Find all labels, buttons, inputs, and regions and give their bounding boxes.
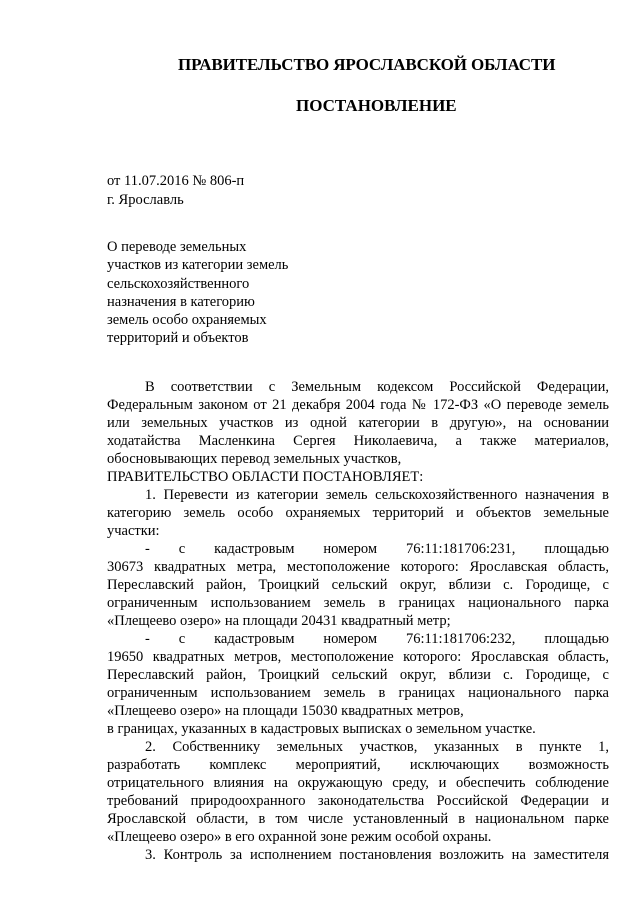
document-type-heading: ПОСТАНОВЛЕНИЕ <box>296 96 457 115</box>
body-line: 30673 квадратных метра, местоположение которого: Ярославская область, <box>107 559 609 575</box>
body-line: 2. Собственнику земельных участков, указанных в пункте 1, <box>145 739 609 755</box>
resolution-statement: ПРАВИТЕЛЬСТВО ОБЛАСТИ ПОСТАНОВЛЯЕТ: <box>107 469 424 485</box>
subject-line: участков из категории земель <box>107 257 289 274</box>
body-line: Переславский район, Троицкий сельский округ, вблизи с. Городище, с <box>107 577 609 593</box>
body-line: отрицательного влияния на окружающую среду, и обеспечить соблюдение <box>107 775 609 791</box>
body-line: ограниченным использованием земель в границах национального парка <box>107 595 609 611</box>
body-line: Переславский район, Троицкий сельский округ, вблизи с. Городище, с <box>107 667 609 683</box>
plot-2-paragraph <box>107 630 609 720</box>
document-city: г. Ярославль <box>107 192 184 208</box>
document-body <box>107 378 609 864</box>
body-line: 19650 квадратных метров, местоположение которого: Ярославская область, <box>107 649 609 665</box>
body-line: обосновывающих перевод земельных участков, <box>107 451 402 467</box>
plot-1-paragraph <box>107 540 609 630</box>
body-line: или земельных участков из одной категории в другую», на основании <box>107 415 609 431</box>
body-line: «Плещеево озеро» на площади 20431 квадратный метр; <box>107 613 451 629</box>
body-line: В соответствии с Земельным кодексом Российской Федерации, <box>145 379 609 395</box>
body-line: Федеральным законом от 21 декабря 2004 года № 172-ФЗ «О переводе земель <box>107 397 609 413</box>
subject-line: О переводе земельных <box>107 239 247 255</box>
item-3-paragraph <box>107 846 609 864</box>
subject-line: назначения в категорию <box>107 293 255 310</box>
body-line: 3. Контроль за исполнением постановления возложить на заместителя <box>145 847 609 863</box>
item-1-paragraph <box>107 486 609 540</box>
body-line: «Плещеево озеро» на площади 15030 квадратных метров, <box>107 703 464 719</box>
body-line: участки: <box>107 523 160 539</box>
boundaries-statement: в границах, указанных в кадастровых выписках о земельном участке. <box>107 721 536 737</box>
body-line: требований природоохранного законодательства Российской Федерации и <box>107 793 609 809</box>
preamble-paragraph <box>107 378 609 468</box>
document-subject <box>107 238 288 348</box>
subject-line: территорий и объектов <box>107 330 249 347</box>
document-date-number: от 11.07.2016 № 806-п <box>107 173 245 189</box>
body-line: разработать комплекс мероприятий, исключающих возможность <box>107 757 609 773</box>
body-line: ходатайства Масленкина Сергея Николаевича, а также материалов, <box>107 433 609 449</box>
body-line: 1. Перевести из категории земель сельскохозяйственного назначения в <box>145 487 609 503</box>
subject-line: сельскохозяйственного <box>107 275 250 292</box>
item-2-paragraph <box>107 738 609 846</box>
body-line: ограниченным использованием земель в границах национального парка <box>107 685 609 701</box>
subject-line: земель особо охраняемых <box>107 312 267 329</box>
government-title: ПРАВИТЕЛЬСТВО ЯРОСЛАВСКОЙ ОБЛАСТИ <box>178 55 556 74</box>
body-line: «Плещеево озеро» в его охранной зоне режим особой охраны. <box>107 829 492 845</box>
body-line: - с кадастровым номером 76:11:181706:231, площадью <box>145 541 609 557</box>
body-line: Ярославской области, в том числе установленный в национальном парке <box>107 811 609 827</box>
body-line: категорию земель особо охраняемых территорий и объектов земельные <box>107 505 609 521</box>
body-line: - с кадастровым номером 76:11:181706:232, площадью <box>145 631 609 647</box>
